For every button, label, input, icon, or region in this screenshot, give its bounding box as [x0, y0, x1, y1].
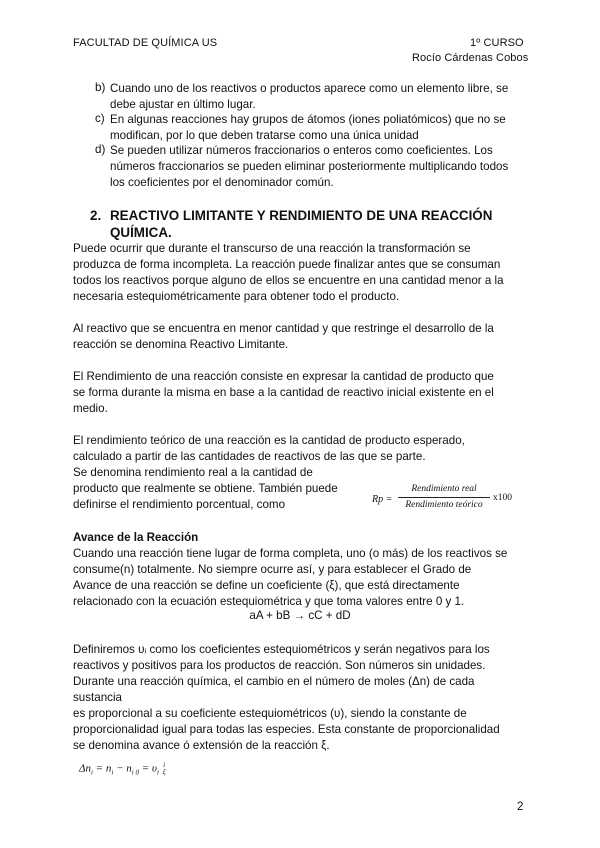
paragraph-line: Cuando una reacción tiene lugar de forma completa, uno (o más) de los reactivos se	[73, 547, 508, 560]
paragraph-line: consume(n) totalmente. No siempre ocurre así, y para establecer el Grado de	[73, 563, 472, 576]
list-marker: c)	[95, 112, 105, 125]
paragraph-line: proporcionalidad igual para todas las especies. Esta constante de proporcionalidad	[73, 723, 500, 736]
formula-sub: i	[111, 768, 114, 777]
paragraph-line: producto que realmente se obtiene. También puede	[73, 482, 338, 495]
paragraph-line: es proporcional a su coeficiente estequiométricos (υ), siendo la constante de	[73, 707, 467, 720]
list-line: Se pueden utilizar números fraccionarios o enteros como coeficientes. Los	[110, 144, 493, 157]
formula-sub: i	[156, 768, 159, 777]
section-title	[90, 207, 493, 240]
list-line: Cuando uno de los reactivos o productos aparece como un elemento libre, se	[110, 82, 509, 95]
formula-part: = υ	[138, 762, 157, 775]
formula-part: Δn	[79, 762, 91, 775]
paragraph-line: Definiremos υᵢ como los coeficientes estequiométricos y serán negativos para los	[73, 643, 490, 656]
list-marker: d)	[95, 143, 106, 156]
list-line: En algunas reacciones hay grupos de átomos (iones poliatómicos) que no se	[110, 113, 506, 126]
paragraph-line: sustancia	[73, 691, 122, 704]
paragraph-line: relacionado con la ecuación estequiométrica y que toma valores entre 0 y 1.	[73, 595, 465, 608]
formula-sub: i 0	[131, 768, 139, 777]
rp-numerator: Rendimiento real	[411, 484, 477, 494]
rp-lhs: Rp =	[372, 494, 393, 505]
xi-symbol: ξ	[162, 768, 166, 776]
paragraph-line: medio.	[73, 402, 108, 415]
formula-part: − n	[113, 762, 132, 775]
section-number: 2.	[90, 208, 102, 223]
page-number: 2	[517, 800, 524, 813]
paragraph-line: Al reactivo que se encuentra en menor cantidad y que restringe el desarrollo de la	[73, 322, 494, 335]
formula-sub: i	[90, 768, 93, 777]
header-course: 1º CURSO	[470, 37, 524, 49]
paragraph-line: reacción se denomina Reactivo Limitante.	[73, 338, 289, 351]
formula-xi	[163, 762, 166, 776]
list-marker: b)	[95, 81, 106, 94]
paragraph-line: El rendimiento teórico de una reacción es la cantidad de producto esperado,	[73, 434, 465, 447]
list-line: debe ajustar en último lugar.	[110, 98, 256, 111]
paragraph-line: se forma durante la misma en base a la cantidad de reactivo inicial existente en el	[73, 386, 494, 399]
avance-heading: Avance de la Reacción	[73, 531, 199, 544]
paragraph-line: El Rendimiento de una reacción consiste en expresar la cantidad de producto que	[73, 370, 494, 383]
paragraph-line: necesaria estequiométricamente para obtener todo el producto.	[73, 290, 400, 303]
paragraph-line: todos los reactivos porque alguno de ellos se encuentre en una cantidad menor a la	[73, 274, 504, 287]
paragraph-line: Avance de una reacción se define un coeficiente (ξ), que está directamente	[73, 579, 460, 592]
section-title-line1: REACTIVO LIMITANTE Y RENDIMIENTO DE UNA REACCIÓN	[110, 208, 493, 223]
list-line: números fraccionarios se pueden eliminar posteriormente multiplicando todos	[110, 160, 509, 173]
section-title-line2: QUÍMICA.	[110, 225, 172, 240]
list-line: los coeficientes por el denominador común.	[110, 176, 334, 189]
paragraph-line: produzca de forma incompleta. La reacción puede finalizar antes que se consuman	[73, 258, 501, 271]
paragraph-line: definirse el rendimiento porcentual, como	[73, 498, 286, 511]
xi-subscript: i	[163, 761, 166, 769]
delta-n-formula	[79, 762, 166, 777]
paragraph-line: reactivos y positivos para los productos de reacción. Son números sin unidades.	[73, 659, 486, 672]
list-line: modifican, por lo que deben tratarse como una única unidad	[110, 129, 419, 142]
paragraph-line: Se denomina rendimiento real a la cantidad de	[73, 466, 313, 479]
paragraph-line: calculado a partir de las cantidades de reactivos de las que se parte.	[73, 450, 426, 463]
paragraph-line: Durante una reacción química, el cambio en el número de moles (Δn) de cada	[73, 675, 475, 688]
rp-factor: x100	[493, 493, 512, 503]
paragraph-line: Puede ocurrir que durante el transcurso de una reacción la transformación se	[73, 242, 471, 255]
paragraph-line: se denomina avance ó extensión de la reacción ξ.	[73, 739, 330, 752]
fraction-bar	[398, 497, 490, 498]
formula-part: = n	[92, 762, 112, 775]
rp-denominator: Rendimiento teórico	[405, 500, 483, 510]
reaction-equation: aA + bB → cC + dD	[249, 609, 351, 622]
header-author: Rocío Cárdenas Cobos	[412, 52, 529, 64]
header-left: FACULTAD DE QUÍMICA US	[73, 37, 218, 49]
